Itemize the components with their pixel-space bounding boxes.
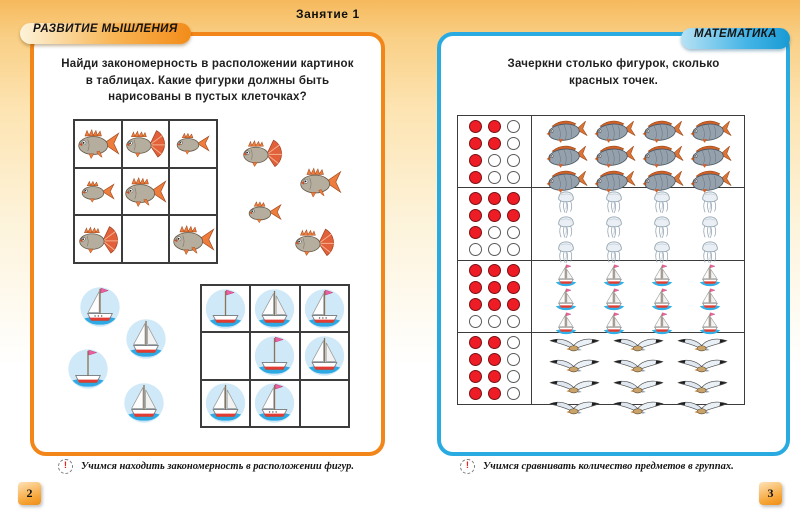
fish-small-icon: [80, 179, 116, 204]
carp-icon[interactable]: [544, 143, 588, 168]
red-dot: [488, 209, 501, 222]
white-dot: [507, 387, 520, 400]
red-dot: [469, 353, 482, 366]
carp-icon[interactable]: [592, 143, 636, 168]
white-dot: [488, 315, 501, 328]
red-dot: [469, 298, 482, 311]
seagull-icon[interactable]: [612, 398, 665, 419]
white-dot: [507, 353, 520, 366]
red-dot: [488, 298, 501, 311]
red-dot: [507, 264, 520, 277]
grid-cell[interactable]: [250, 285, 299, 332]
seagull-icon[interactable]: [676, 335, 729, 356]
red-dot: [469, 171, 482, 184]
red-dot: [507, 281, 520, 294]
jellyfish-icon[interactable]: [701, 190, 719, 215]
grid-cell[interactable]: [74, 215, 122, 263]
comparison-row: [458, 333, 744, 404]
dots-grid: [458, 333, 532, 404]
white-dot: [488, 243, 501, 256]
red-dot: [469, 281, 482, 294]
items-grid: [532, 116, 744, 187]
white-dot: [507, 315, 520, 328]
grid-cell[interactable]: [74, 168, 122, 216]
red-dot: [469, 264, 482, 277]
sailboat-icon[interactable]: [649, 263, 675, 287]
comparison-table: [457, 115, 745, 405]
grid-cell[interactable]: [250, 332, 299, 379]
red-dot: [469, 154, 482, 167]
boat-sail1-icon: [79, 284, 122, 330]
grid-cell[interactable]: [300, 332, 349, 379]
carp-icon[interactable]: [688, 143, 732, 168]
items-grid: [532, 188, 744, 259]
fish-small-icon: [247, 200, 283, 225]
grid-cell[interactable]: [122, 120, 170, 168]
page-number-left: 2: [18, 482, 41, 505]
seagull-icon[interactable]: [612, 356, 665, 377]
boat-sail2-icon: [253, 286, 296, 332]
white-dot: [469, 243, 482, 256]
white-dot: [507, 171, 520, 184]
white-dot: [507, 243, 520, 256]
white-dot: [507, 154, 520, 167]
red-dot: [488, 387, 501, 400]
boat-sail2-icon: [125, 316, 168, 362]
sailboat-icon[interactable]: [601, 287, 627, 311]
right-page-tab: МАТЕМАТИКА: [681, 28, 790, 49]
white-dot: [488, 154, 501, 167]
boat-sail2-icon: [303, 333, 346, 379]
jellyfish-icon[interactable]: [605, 215, 623, 240]
jellyfish-icon[interactable]: [557, 215, 575, 240]
jellyfish-icon[interactable]: [557, 190, 575, 215]
sailboat-icon[interactable]: [649, 311, 675, 335]
boat-mast-icon: [67, 346, 110, 392]
white-dot: [507, 226, 520, 239]
seagull-icon[interactable]: [676, 377, 729, 398]
boat-sail1-icon: [303, 286, 346, 332]
red-dot: [488, 192, 501, 205]
red-dot: [488, 264, 501, 277]
left-page-tab: РАЗВИТИЕ МЫШЛЕНИЯ: [20, 23, 191, 44]
seagull-icon[interactable]: [548, 377, 601, 398]
boat-sail2-icon: [204, 380, 247, 426]
sailboat-icon[interactable]: [553, 287, 579, 311]
sailboat-icon[interactable]: [601, 263, 627, 287]
boat-mast-icon: [204, 286, 247, 332]
boat-sail2-icon: [123, 380, 166, 426]
seagull-icon[interactable]: [676, 398, 729, 419]
red-dot: [488, 137, 501, 150]
carp-icon[interactable]: [592, 118, 636, 143]
red-dot: [488, 370, 501, 383]
boat-grid: [200, 284, 350, 428]
jellyfish-icon[interactable]: [653, 215, 671, 240]
red-dot: [469, 192, 482, 205]
seagull-icon[interactable]: [548, 335, 601, 356]
fish-big-icon: [76, 127, 120, 160]
seagull-icon[interactable]: [676, 356, 729, 377]
grid-cell[interactable]: [250, 380, 299, 427]
right-footer: [460, 459, 734, 474]
sailboat-icon[interactable]: [601, 311, 627, 335]
carp-icon[interactable]: [688, 118, 732, 143]
items-grid: [532, 333, 744, 404]
comparison-row: [458, 116, 744, 188]
dots-grid: [458, 116, 532, 187]
empty-cell[interactable]: [169, 168, 217, 216]
fish-fan-icon: [77, 223, 119, 256]
jellyfish-icon[interactable]: [653, 190, 671, 215]
right-footer-text: Учимся сравнивать количество предметов в группах.: [483, 461, 734, 472]
red-dot: [469, 226, 482, 239]
sailboat-icon[interactable]: [553, 311, 579, 335]
jellyfish-icon[interactable]: [701, 215, 719, 240]
comparison-row: [458, 261, 744, 333]
white-dot: [507, 137, 520, 150]
red-dot: [507, 209, 520, 222]
left-page: [30, 32, 385, 456]
left-instruction: Найди закономерность в расположении картинок в таблицах. Какие фигурки должны быть нарисованы в пустых клеточках?: [61, 58, 354, 104]
seagull-icon[interactable]: [548, 356, 601, 377]
dots-grid: [458, 261, 532, 332]
red-dot: [507, 192, 520, 205]
sailboat-icon[interactable]: [697, 263, 723, 287]
boat-sail1-icon: [253, 380, 296, 426]
jellyfish-icon[interactable]: [605, 190, 623, 215]
red-dot: [469, 387, 482, 400]
fish-grid: [73, 119, 218, 264]
sailboat-icon[interactable]: [553, 263, 579, 287]
grid-cell[interactable]: [201, 285, 250, 332]
red-dot: [488, 120, 501, 133]
empty-cell[interactable]: [201, 332, 250, 379]
fish-fan-icon: [241, 137, 283, 170]
seagull-icon[interactable]: [612, 377, 665, 398]
comparison-row: [458, 188, 744, 260]
page-number-right: 3: [759, 482, 782, 505]
grid-cell[interactable]: [201, 380, 250, 427]
exclamation-icon: !: [58, 459, 73, 474]
carp-icon[interactable]: [640, 118, 684, 143]
red-dot: [469, 120, 482, 133]
grid-cell[interactable]: [300, 285, 349, 332]
items-grid: [532, 261, 744, 332]
red-dot: [488, 336, 501, 349]
red-dot: [469, 370, 482, 383]
white-dot: [488, 171, 501, 184]
empty-cell[interactable]: [122, 215, 170, 263]
empty-cell[interactable]: [300, 380, 349, 427]
seagull-icon[interactable]: [612, 335, 665, 356]
sailboat-icon[interactable]: [649, 287, 675, 311]
boat-mast-icon: [253, 333, 296, 379]
white-dot: [488, 226, 501, 239]
red-dot: [469, 209, 482, 222]
fish-big-icon: [123, 175, 167, 208]
carp-icon[interactable]: [544, 118, 588, 143]
red-dot: [507, 298, 520, 311]
grid-cell[interactable]: [169, 120, 217, 168]
lesson-label: Занятие 1: [296, 7, 360, 21]
white-dot: [469, 315, 482, 328]
fish-big-icon: [171, 223, 215, 256]
carp-icon[interactable]: [640, 143, 684, 168]
fish-fan-icon: [293, 226, 335, 259]
red-dot: [488, 281, 501, 294]
left-footer: [58, 459, 354, 474]
sailboat-icon[interactable]: [697, 287, 723, 311]
dots-grid: [458, 188, 532, 259]
red-dot: [469, 336, 482, 349]
grid-cell[interactable]: [74, 120, 122, 168]
white-dot: [507, 370, 520, 383]
fish-big-icon: [298, 166, 342, 199]
right-instruction: Зачеркни столько фигурок, сколько красных точек.: [507, 58, 720, 87]
white-dot: [507, 336, 520, 349]
left-footer-text: Учимся находить закономерность в расположении фигур.: [81, 461, 354, 472]
right-page: [437, 32, 790, 456]
seagull-icon[interactable]: [548, 398, 601, 419]
fish-fan-icon: [124, 127, 166, 160]
exclamation-icon: !: [460, 459, 475, 474]
fish-small-icon: [175, 131, 211, 156]
sailboat-icon[interactable]: [697, 311, 723, 335]
grid-cell[interactable]: [122, 168, 170, 216]
red-dot: [488, 353, 501, 366]
white-dot: [507, 120, 520, 133]
red-dot: [469, 137, 482, 150]
grid-cell[interactable]: [169, 215, 217, 263]
